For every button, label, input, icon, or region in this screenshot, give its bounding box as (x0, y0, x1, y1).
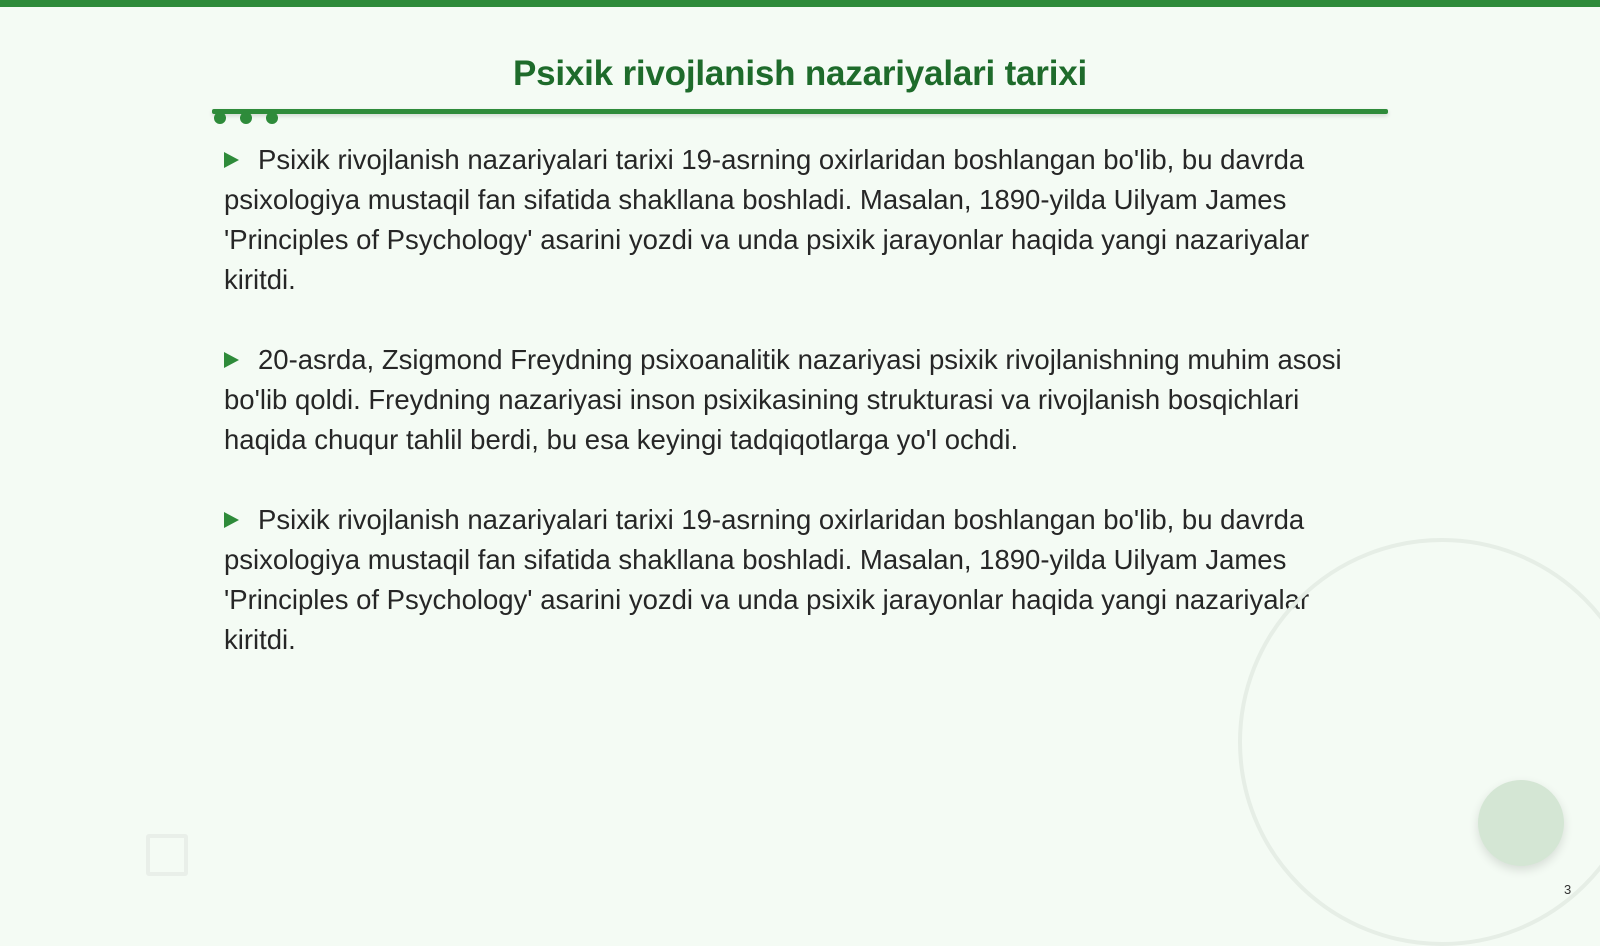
slide-body (224, 140, 1384, 700)
decorative-dots (212, 112, 282, 128)
triangle-bullet-icon (224, 152, 239, 168)
paragraph-text: Psixik rivojlanish nazariyalari tarixi 19-asrning oxirlaridan boshlangan bo'lib, bu davrda psixologiya mustaqil fan sifatida shakllana boshladi. Masalan, 1890-yilda Uilyam James 'Principles of Psychology' asarini yozdi va unda psixik jarayonlar haqida yangi nazariyalar kiritdi. (224, 504, 1310, 655)
bullet-paragraph-1 (224, 140, 1384, 300)
triangle-bullet-icon (224, 352, 239, 368)
paragraph-text: 20-asrda, Zsigmond Freydning psixoanalitik nazariyasi psixik rivojlanishning muhim asosi bo'lib qoldi. Freydning nazariyasi inson psixikasining strukturasi va rivojlanish bosqichlari haqida chuqur tahlil berdi, bu esa keyingi tadqiqotlarga yo'l ochdi. (224, 344, 1342, 455)
paragraph-text: Psixik rivojlanish nazariyalari tarixi 19-asrning oxirlaridan boshlangan bo'lib, bu davrda psixologiya mustaqil fan sifatida shakllana boshladi. Masalan, 1890-yilda Uilyam James 'Principles of Psychology' asarini yozdi va unda psixik jarayonlar haqida yangi nazariyalar kiritdi. (224, 144, 1310, 295)
bullet-paragraph-2 (224, 340, 1384, 460)
title-underline (212, 109, 1388, 114)
dot-icon (240, 112, 252, 124)
slide-title: Psixik rivojlanish nazariyalari tarixi (512, 54, 1088, 93)
dot-icon (266, 112, 278, 124)
bullet-paragraph-3 (224, 500, 1384, 660)
dot-icon (214, 112, 226, 124)
decorative-square (146, 834, 188, 876)
decorative-circle (1478, 780, 1564, 866)
page-number: 3 (1564, 882, 1572, 897)
top-accent-bar (0, 0, 1600, 7)
triangle-bullet-icon (224, 512, 239, 528)
